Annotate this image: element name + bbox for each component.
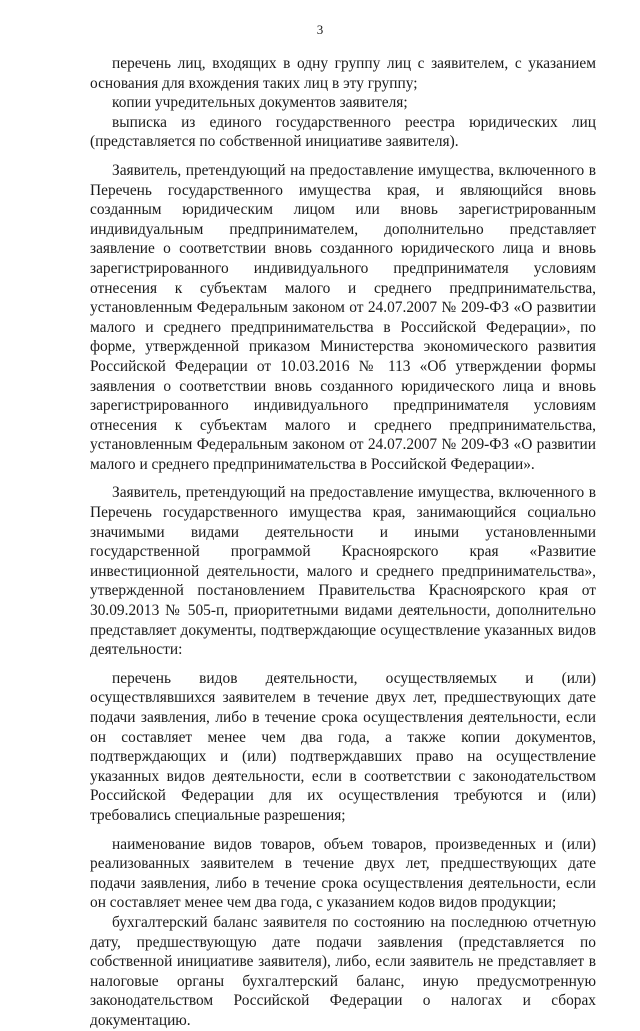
paragraph-group-persons-list: перечень лиц, входящих в одну группу лиц с заявителем, с указанием основания для вхождения таких лиц в эту группу; [90,55,596,92]
paragraph-socially-significant-activities: Заявитель, претендующий на предоставление имущества, включенного в Перечень государственного имущества края, занимающийся социально значимыми видами деятельности и иными установленными государственной программой Красноярского края «Развитие инвестиционной деятельности, малого и среднего предпринимательства», утвержденной постановлением Правительства Красноярского края от 30.09.2013 № 505-п, приоритетными видами деятельности, дополнительно представляет документы, подтверждающие осуществление указанных видов деятельности: [90,484,596,659]
document-body [90,54,596,1031]
paragraph-accounting-balance: бухгалтерский баланс заявителя по состоянию на последнюю отчетную дату, предшествующую дате подачи заявления (представляется по собственной инициативе заявителя), либо, если заявитель не представляет в налоговые органы бухгалтерский баланс, иную предусмотренную законодательством Российской Федерации о налогах и сборах документацию. [90,913,596,1029]
page-number: 3 [316,22,324,37]
paragraph-activities-list: перечень видов деятельности, осуществляемых и (или) осуществлявшихся заявителем в течение двух лет, предшествующих дате подачи заявления, либо в течение срока осуществления деятельности, если он составляет менее чем два года, а также копии документов, подтверждающих и (или) подтверждавших право на осуществление указанных видов деятельности, если в соответствии с законодательством Российской Федерации для их осуществления требуются и (или) требовались специальные разрешения; [90,669,596,824]
paragraph-new-entity-application: Заявитель, претендующий на предоставление имущества, включенного в Перечень государственного имущества края, и являющийся вновь созданным юридическим лицом или вновь зарегистрированным индивидуальным предпринимателем, дополнительно представляет заявление о соответствии вновь созданного юридического лица и вновь зарегистрированного индивидуального предпринимателя условиям отнесения к субъектам малого и среднего предпринимательства, установленным Федеральным законом от 24.07.2007 № 209-ФЗ «О развитии малого и среднего предпринимательства в Российской Федерации», по форме, утвержденной приказом Министерства экономического развития Российской Федерации от 10.03.2016 № 113 «Об утверждении формы заявления о соответствии вновь созданного юридического лица и вновь зарегистрированного индивидуального предпринимателя условиям отнесения к субъектам малого и среднего предпринимательства, установленным Федеральным законом от 24.07.2007 № 209-ФЗ «О развитии малого и среднего предпринимательства в Российской Федерации». [90,161,596,473]
paragraph-registry-extract: выписка из единого государственного реестра юридических лиц (представляется по собственной инициативе заявителя). [90,113,596,151]
paragraph-goods-volume: наименование видов товаров, объем товаров, произведенных и (или) реализованных заявителем в течение двух лет, предшествующих дате подачи заявления, либо в течение срока осуществления деятельности, если он составляет менее чем два года, с указанием кодов видов продукции; [90,835,596,912]
paragraph-founding-documents: копии учредительных документов заявителя; [112,94,408,112]
